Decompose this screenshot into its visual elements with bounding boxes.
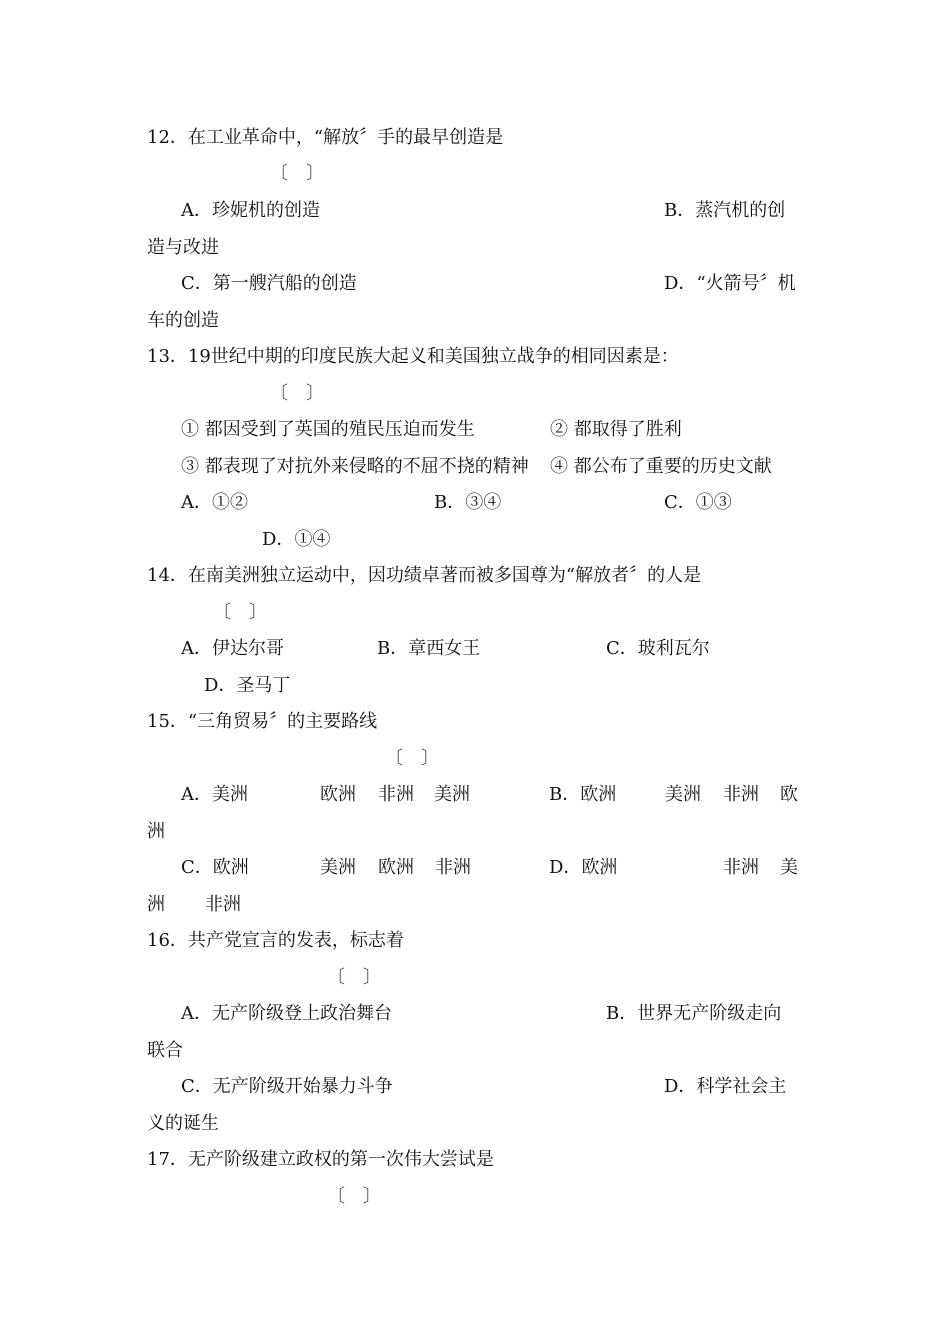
option-letter: A． — [181, 638, 212, 659]
question-13-stem — [147, 345, 679, 369]
option-b-continuation: 造与改进 — [147, 237, 219, 258]
route-stop: 非洲 — [205, 894, 241, 915]
question-17-stem — [147, 1148, 494, 1172]
route-stop: 非洲 — [378, 784, 414, 805]
answer-bracket: 〔 〕 — [213, 602, 267, 623]
question-number: 17． — [147, 1149, 188, 1170]
option-c — [664, 491, 732, 515]
route-stop: 非洲 — [723, 784, 759, 805]
question-text: 19世纪中期的印度民族大起义和美国独立战争的相同因素是： — [187, 346, 679, 367]
question-text: 在工业革命中，“解放〞手的最早创造是 — [187, 127, 504, 148]
statement-2: ② 都取得了胜利 — [550, 419, 682, 440]
statement-3: ③ 都表现了对抗外来侵略的不屈不挠的精神 — [181, 456, 529, 477]
option-c — [181, 856, 249, 880]
option-letter: D． — [549, 857, 582, 878]
option-text: 无产阶级开始暴力斗争 — [212, 1076, 393, 1097]
statement-1: ① 都因受到了英国的殖民压迫而发生 — [181, 419, 475, 440]
question-text: 在南美洲独立运动中，因功绩卓著而被多国尊为“解放者〞的人是 — [187, 565, 702, 586]
option-letter: A． — [181, 1003, 212, 1024]
option-c — [181, 272, 357, 296]
option-d — [664, 1075, 786, 1099]
option-letter: C． — [181, 273, 213, 294]
question-number: 15． — [147, 711, 188, 732]
route-stop: 欧洲 — [580, 784, 617, 805]
answer-bracket: 〔 〕 — [270, 163, 324, 184]
route-stop: 欧洲 — [320, 784, 356, 805]
answer-bracket: 〔 〕 — [327, 1186, 381, 1207]
option-text: ③④ — [465, 492, 502, 513]
option-letter: A． — [181, 492, 212, 513]
option-text: 珍妮机的创造 — [212, 200, 320, 221]
option-letter: B． — [549, 784, 581, 805]
answer-bracket: 〔 〕 — [270, 383, 324, 404]
question-text: 无产阶级建立政权的第一次伟大尝试是 — [187, 1149, 494, 1170]
option-text: 蒸汽机的创 — [695, 200, 786, 221]
route-stop: 非洲 — [435, 857, 471, 878]
option-a — [181, 1002, 392, 1026]
option-c — [606, 637, 710, 661]
option-d — [549, 856, 617, 880]
question-number: 12． — [147, 127, 188, 148]
route-stop: 美洲 — [212, 784, 248, 805]
answer-bracket: 〔 〕 — [327, 967, 381, 988]
question-12-stem — [147, 126, 503, 150]
option-a — [181, 199, 320, 223]
option-b — [664, 199, 785, 223]
question-16-stem — [147, 929, 404, 953]
answer-bracket: 〔 〕 — [385, 748, 439, 769]
route-stop: 欧 — [780, 784, 798, 805]
route-stop: 欧洲 — [212, 857, 249, 878]
option-b-continuation: 联合 — [147, 1040, 183, 1061]
option-text: 玻利瓦尔 — [637, 638, 710, 659]
question-number: 13． — [147, 346, 188, 367]
route-stop: 美洲 — [665, 784, 701, 805]
route-stop: 洲 — [147, 894, 165, 915]
option-letter: A． — [181, 200, 212, 221]
question-number: 16． — [147, 930, 188, 951]
route-stop: 非洲 — [723, 857, 759, 878]
option-b — [377, 637, 480, 661]
option-b — [549, 783, 616, 807]
route-stop: 美洲 — [320, 857, 356, 878]
option-a — [181, 491, 248, 515]
option-b — [434, 491, 501, 515]
route-stop: 美 — [780, 857, 798, 878]
option-letter: C． — [606, 638, 638, 659]
option-letter: D． — [204, 675, 237, 696]
option-letter: A． — [181, 784, 212, 805]
option-d — [204, 674, 290, 698]
option-text: 伊达尔哥 — [212, 638, 284, 659]
question-text: 共产党宣言的发表，标志着 — [187, 930, 404, 951]
option-letter: B． — [606, 1003, 638, 1024]
option-text: 章西女王 — [408, 638, 481, 659]
option-letter: D． — [664, 1076, 697, 1097]
option-text: 科学社会主 — [696, 1076, 787, 1097]
question-14-stem — [147, 564, 701, 588]
option-text: ①③ — [695, 492, 732, 513]
option-b — [606, 1002, 781, 1026]
option-text: 世界无产阶级走向 — [637, 1003, 782, 1024]
option-text: 圣马丁 — [236, 675, 291, 696]
question-15-stem — [147, 710, 377, 734]
option-letter: D． — [262, 529, 295, 550]
option-text: ①② — [212, 492, 248, 513]
route-stop: 美洲 — [434, 784, 470, 805]
option-text: 无产阶级登上政治舞台 — [212, 1003, 392, 1024]
option-letter: C． — [664, 492, 696, 513]
route-stop: 欧洲 — [581, 857, 618, 878]
option-b-continuation: 洲 — [147, 821, 165, 842]
option-letter: C． — [181, 857, 213, 878]
option-d — [664, 272, 796, 296]
statement-4: ④ 都公布了重要的历史文献 — [550, 456, 772, 477]
option-a — [181, 637, 284, 661]
option-letter: C． — [181, 1076, 213, 1097]
option-a — [181, 783, 248, 807]
option-d-continuation: 义的诞生 — [147, 1113, 219, 1134]
option-text: 第一艘汽船的创造 — [212, 273, 357, 294]
option-letter: B． — [434, 492, 466, 513]
option-c — [181, 1075, 393, 1099]
option-d — [262, 528, 330, 552]
question-text: “三角贸易〞的主要路线 — [187, 711, 378, 732]
option-letter: B． — [664, 200, 696, 221]
option-text: ①④ — [294, 529, 331, 550]
option-text: “火箭号〞机 — [696, 273, 796, 294]
route-stop: 欧洲 — [378, 857, 414, 878]
option-letter: D． — [664, 273, 697, 294]
option-letter: B． — [377, 638, 409, 659]
question-number: 14． — [147, 565, 188, 586]
option-d-continuation: 车的创造 — [147, 310, 219, 331]
